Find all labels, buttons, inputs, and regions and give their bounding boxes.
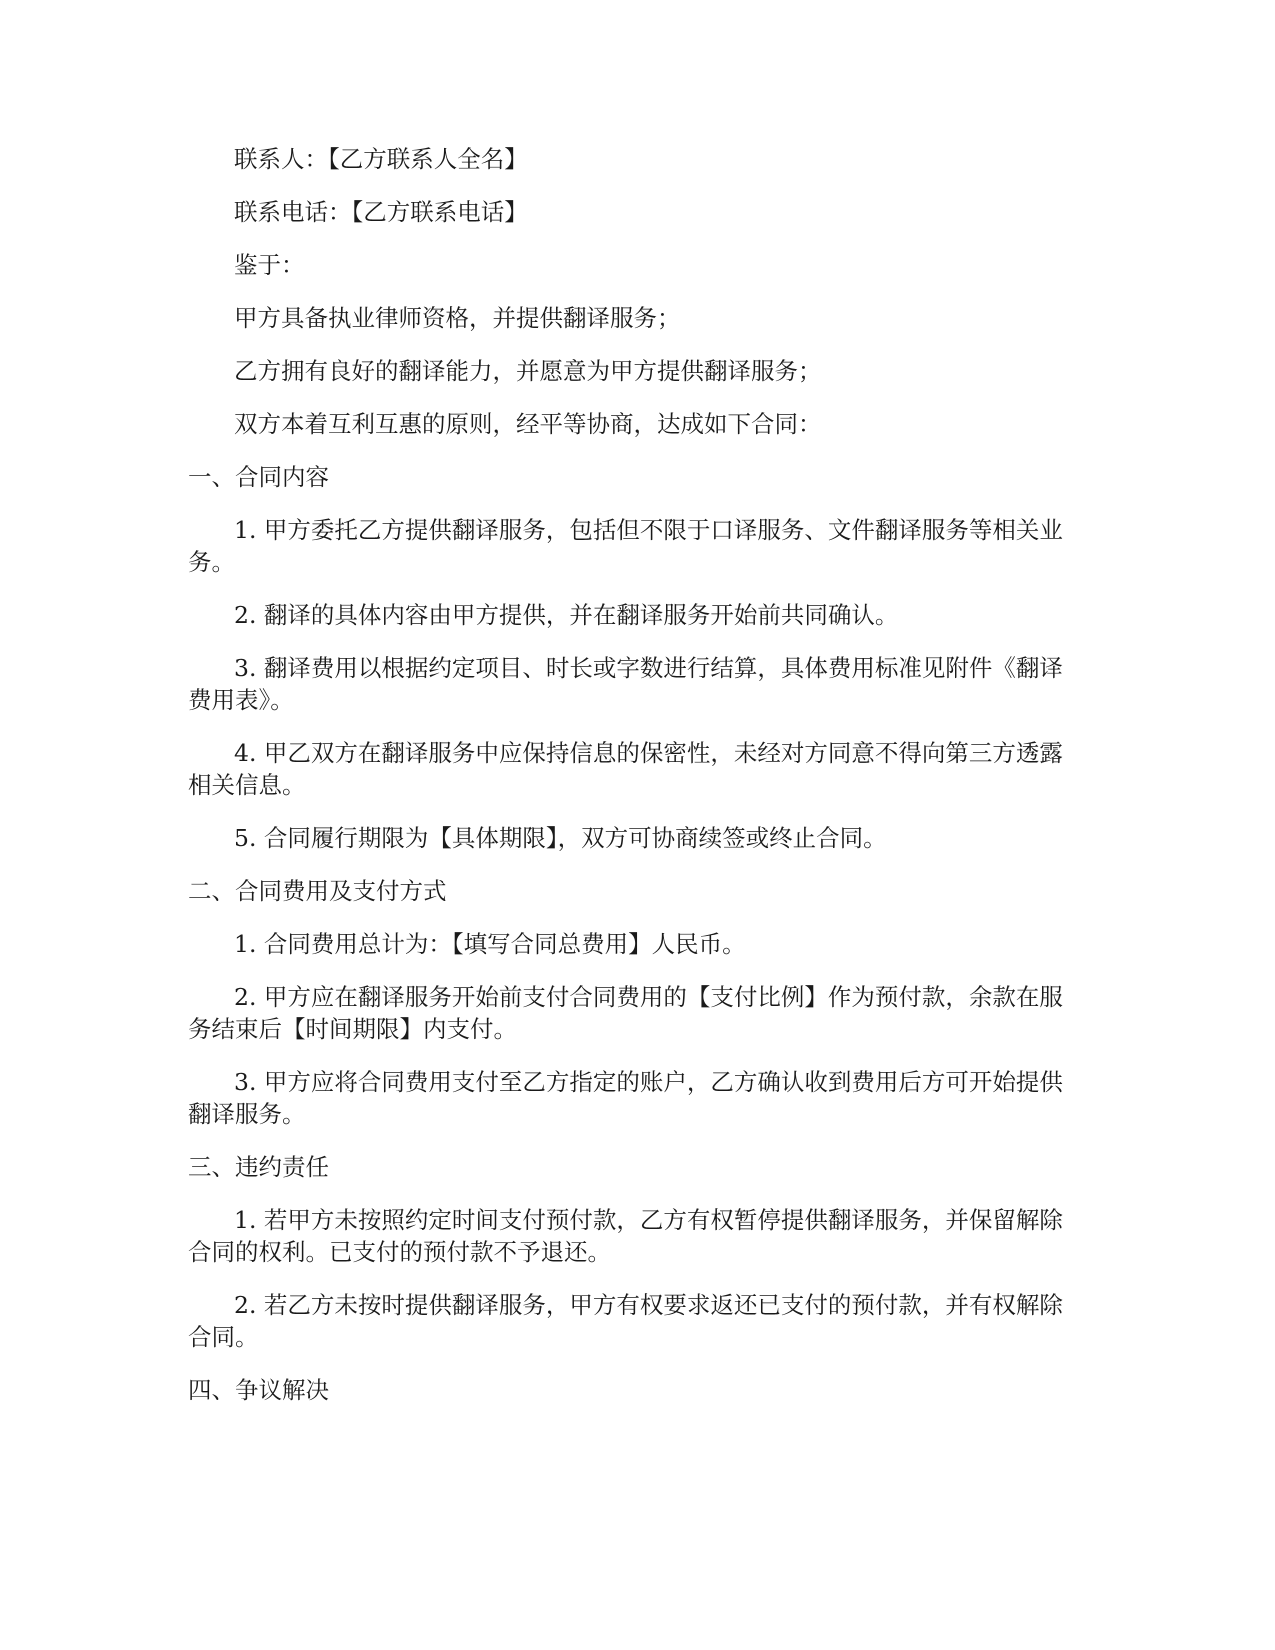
section-heading-breach-liability: 三、违约责任: [188, 1153, 329, 1181]
whereas-clause-3: 双方本着互利互惠的原则，经平等协商，达成如下合同：: [234, 410, 822, 438]
section1-item-1: 1. 甲方委托乙方提供翻译服务，包括但不限于口译服务、文件翻译服务等相关业务。: [188, 516, 1063, 576]
section2-item-3: 3. 甲方应将合同费用支付至乙方指定的账户，乙方确认收到费用后方可开始提供翻译服务。: [188, 1068, 1063, 1128]
section2-item-1: 1. 合同费用总计为：【填写合同总费用】人民币。: [234, 930, 746, 958]
section3-item-2: 2. 若乙方未按时提供翻译服务，甲方有权要求返还已支付的预付款，并有权解除合同。: [188, 1291, 1063, 1351]
whereas-clause-2: 乙方拥有良好的翻译能力，并愿意为甲方提供翻译服务；: [234, 357, 822, 385]
section2-item-2: 2. 甲方应在翻译服务开始前支付合同费用的【支付比例】作为预付款，余款在服务结束后【时间期限】内支付。: [188, 983, 1063, 1043]
section1-item-3: 3. 翻译费用以根据约定项目、时长或字数进行结算，具体费用标准见附件《翻译费用表》。: [188, 654, 1063, 714]
contact-phone-line: 联系电话：【乙方联系电话】: [234, 198, 528, 226]
section-heading-fees-payment: 二、合同费用及支付方式: [188, 877, 447, 905]
document-page: [188, 143, 1068, 1427]
section1-item-4: 4. 甲乙双方在翻译服务中应保持信息的保密性，未经对方同意不得向第三方透露相关信息。: [188, 739, 1063, 799]
whereas-clause-1: 甲方具备执业律师资格，并提供翻译服务；: [234, 304, 681, 332]
section1-item-2: 2. 翻译的具体内容由甲方提供，并在翻译服务开始前共同确认。: [234, 601, 899, 629]
section1-item-5: 5. 合同履行期限为【具体期限】，双方可协商续签或终止合同。: [234, 824, 887, 852]
contact-person-line: 联系人：【乙方联系人全名】: [234, 145, 528, 173]
whereas-label: 鉴于：: [234, 251, 305, 279]
section-heading-contract-content: 一、合同内容: [188, 463, 329, 491]
section-heading-dispute-resolution: 四、争议解决: [188, 1376, 329, 1404]
section3-item-1: 1. 若甲方未按照约定时间支付预付款，乙方有权暂停提供翻译服务，并保留解除合同的权利。已支付的预付款不予退还。: [188, 1206, 1063, 1266]
